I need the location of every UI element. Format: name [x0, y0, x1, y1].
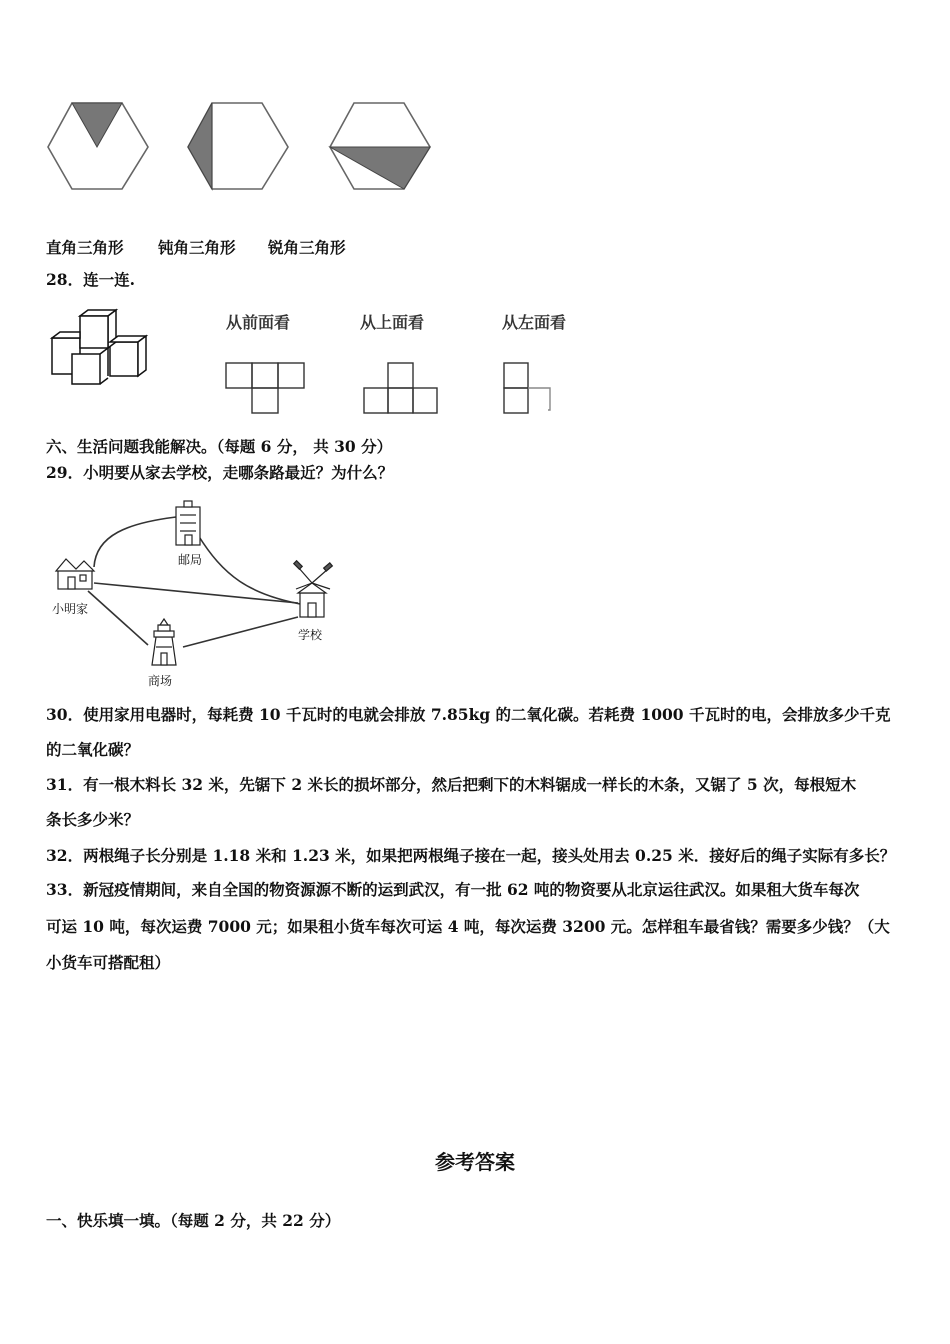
question-28: 28．连一连. [46, 270, 135, 289]
home-icon [56, 559, 94, 589]
hexagon-1 [48, 103, 148, 189]
top-view-shape [362, 360, 452, 416]
hexagon-2 [188, 103, 288, 189]
route-mall-school [183, 617, 298, 647]
label-acute-triangle: 锐角三角形 [268, 238, 346, 257]
hexagon-3 [330, 103, 430, 189]
label-home: 小明家 [52, 602, 89, 616]
label-right-triangle: 直角三角形 [46, 238, 124, 257]
post-office-icon [176, 501, 200, 545]
route-home-school [94, 583, 298, 603]
mall-icon [152, 619, 176, 665]
question-33-line-2: 可运 10 吨，每次运费 7000 元；如果租小货车每次可运 4 吨，每次运费 3200 元。怎样租车最省钱？需要多少钱？（大 [46, 917, 890, 936]
school-icon [294, 561, 333, 617]
section-6-heading: 六、生活问题我能解决。（每题 6 分， 共 30 分） [46, 437, 393, 456]
route-home-mall [88, 591, 148, 645]
answers-title: 参考答案 [435, 1150, 515, 1174]
label-post-office: 邮局 [178, 553, 203, 567]
question-32: 32．两根绳子长分别是 1.18 米和 1.23 米，如果把两根绳子接在一起，接头处用去 0.25 米．接好后的绳子实际有多长？ [46, 846, 896, 865]
route-home-post [94, 517, 176, 567]
route-map [48, 495, 348, 685]
label-obtuse-triangle: 钝角三角形 [158, 238, 236, 257]
view-label-top: 从上面看 [360, 313, 425, 332]
answers-section-1-heading: 一、快乐填一填。（每题 2 分，共 22 分） [46, 1211, 341, 1230]
view-label-left: 从左面看 [502, 313, 567, 332]
question-33-line-3: 小货车可搭配租） [46, 953, 171, 972]
question-30-line-2: 的二氧化碳？ [46, 740, 140, 759]
question-31-line-1: 31．有一根木料长 32 米，先锯下 2 米长的损坏部分，然后把剩下的木料锯成一样长的木条，又锯了 5 次，每根短木 [46, 775, 857, 794]
question-33-line-1: 33．新冠疫情期间，来自全国的物资源源不断的运到武汉，有一批 62 吨的物资要从北京运往武汉。如果租大货车每次 [46, 880, 860, 899]
question-30-line-1: 30．使用家用电器时，每耗费 10 千瓦时的电就会排放 7.85kg 的二氧化碳。若耗费 1000 千瓦时的电，会排放多少千克 [46, 705, 891, 724]
question-31-line-2: 条长多少米？ [46, 810, 140, 829]
cube-stack-figure [48, 306, 158, 396]
hexagon-figures [40, 95, 440, 200]
label-school: 学校 [298, 628, 323, 642]
left-view-shape [500, 360, 560, 416]
label-mall: 商场 [148, 674, 173, 688]
front-view-shape [222, 360, 332, 416]
question-29: 29．小明要从家去学校，走哪条路最近？为什么？ [46, 463, 394, 482]
view-label-front: 从前面看 [226, 313, 291, 332]
